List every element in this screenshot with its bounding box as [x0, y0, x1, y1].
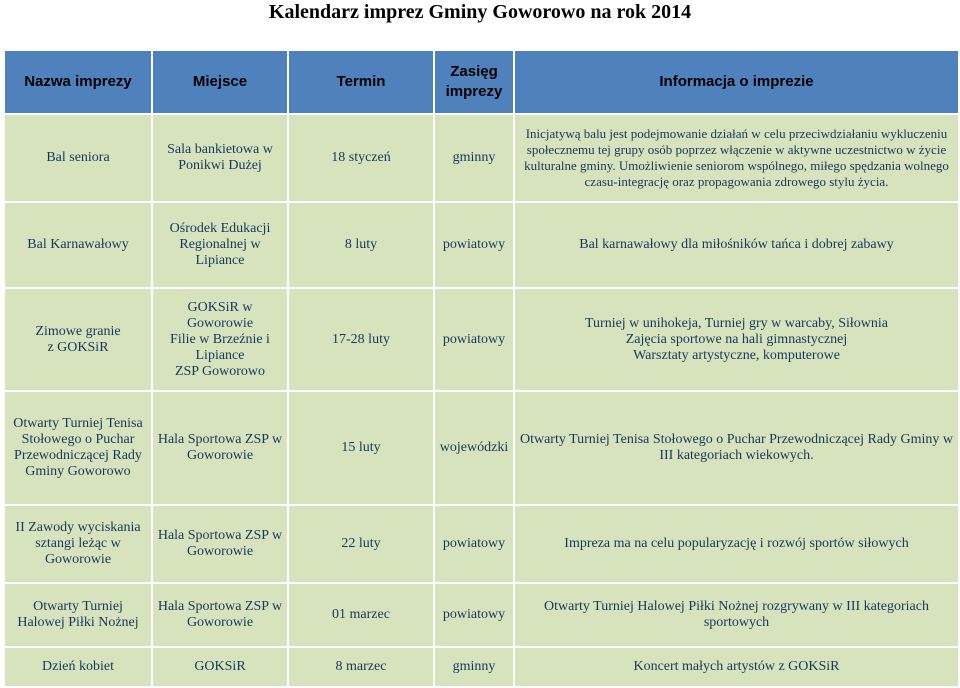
event-name: Bal Karnawałowy — [4, 202, 152, 288]
event-info-line: Warsztaty artystyczne, komputerowe — [633, 347, 840, 363]
event-info: Impreza ma na celu popularyzację i rozwój sportów siłowych — [514, 505, 959, 583]
event-date: 01 marzec — [288, 583, 434, 647]
event-info — [514, 288, 959, 391]
event-info-line: Turniej w unihokeja, Turniej gry w warcaby, Siłownia — [584, 315, 889, 331]
event-scope: wojewódzki — [434, 391, 514, 505]
event-info: Bal karnawałowy dla miłośników tańca i dobrej zabawy — [514, 202, 959, 288]
event-info: Otwarty Turniej Tenisa Stołowego o Puchar Przewodniczącej Rady Gminy w III kategoriach wiekowych. — [514, 391, 959, 505]
header-name: Nazwa imprezy — [4, 50, 152, 114]
header-place: Miejsce — [152, 50, 288, 114]
event-place-line: Filie w Brzeźnie i Lipiance — [170, 331, 270, 363]
event-place: GOKSiR — [152, 647, 288, 687]
event-name: Otwarty Turniej Halowej Piłki Nożnej — [4, 583, 152, 647]
page-title: Kalendarz imprez Gminy Goworowo na rok 2014 — [268, 1, 692, 23]
header-scope: Zasięg imprezy — [434, 50, 514, 114]
event-place: Hala Sportowa ZSP w Goworowie — [152, 505, 288, 583]
table-row — [4, 114, 959, 202]
event-place: Hala Sportowa ZSP w Goworowie — [152, 583, 288, 647]
event-place-line: ZSP Goworowo — [174, 363, 266, 379]
table-row — [4, 391, 959, 505]
event-date: 22 luty — [288, 505, 434, 583]
header-row — [4, 50, 959, 114]
event-scope: gminny — [434, 647, 514, 687]
event-info: Koncert małych artystów z GOKSiR — [514, 647, 959, 687]
table-row — [4, 288, 959, 391]
events-table — [3, 49, 960, 688]
table-row — [4, 583, 959, 647]
event-date: 18 styczeń — [288, 114, 434, 202]
header-info: Informacja o imprezie — [514, 50, 959, 114]
table-row — [4, 202, 959, 288]
event-name: Bal seniora — [4, 114, 152, 202]
event-scope: powiatowy — [434, 583, 514, 647]
event-place: Sala bankietowa w Ponikwi Dużej — [152, 114, 288, 202]
event-place: Hala Sportowa ZSP w Goworowie — [152, 391, 288, 505]
event-scope: powiatowy — [434, 288, 514, 391]
event-name: II Zawody wyciskania sztangi leżąc w Goworowie — [4, 505, 152, 583]
event-date: 17-28 luty — [288, 288, 434, 391]
table-row — [4, 505, 959, 583]
event-place — [152, 288, 288, 391]
event-name-line: z GOKSiR — [47, 339, 109, 355]
event-name — [4, 288, 152, 391]
event-scope: powiatowy — [434, 505, 514, 583]
event-name: Dzień kobiet — [4, 647, 152, 687]
event-name-line: Zimowe granie — [35, 323, 121, 339]
event-date: 8 marzec — [288, 647, 434, 687]
table-row — [4, 647, 959, 687]
event-info: Inicjatywą balu jest podejmowanie działań w celu przeciwdziałaniu wykluczeniu społecznemu tej grupy osób poprzez włączenie w aktywne uczestnictwo w życie kulturalne gminy. Umożliwienie seniorom wspólnego, miłego spędzania wolnego czasu-integrację oraz propagowania zdrowego stylu życia. — [514, 114, 959, 202]
event-date: 8 luty — [288, 202, 434, 288]
event-place: Ośrodek Edukacji Regionalnej w Lipiance — [152, 202, 288, 288]
event-scope: gminny — [434, 114, 514, 202]
event-date: 15 luty — [288, 391, 434, 505]
event-name: Otwarty Turniej Tenisa Stołowego o Puchar Przewodniczącej Rady Gminy Goworowo — [4, 391, 152, 505]
event-scope: powiatowy — [434, 202, 514, 288]
event-info: Otwarty Turniej Halowej Piłki Nożnej rozgrywany w III kategoriach sportowych — [514, 583, 959, 647]
header-date: Termin — [288, 50, 434, 114]
event-place-line: GOKSiR w Goworowie — [186, 299, 254, 331]
event-info-line: Zajęcia sportowe na hali gimnastycznej — [625, 331, 848, 347]
